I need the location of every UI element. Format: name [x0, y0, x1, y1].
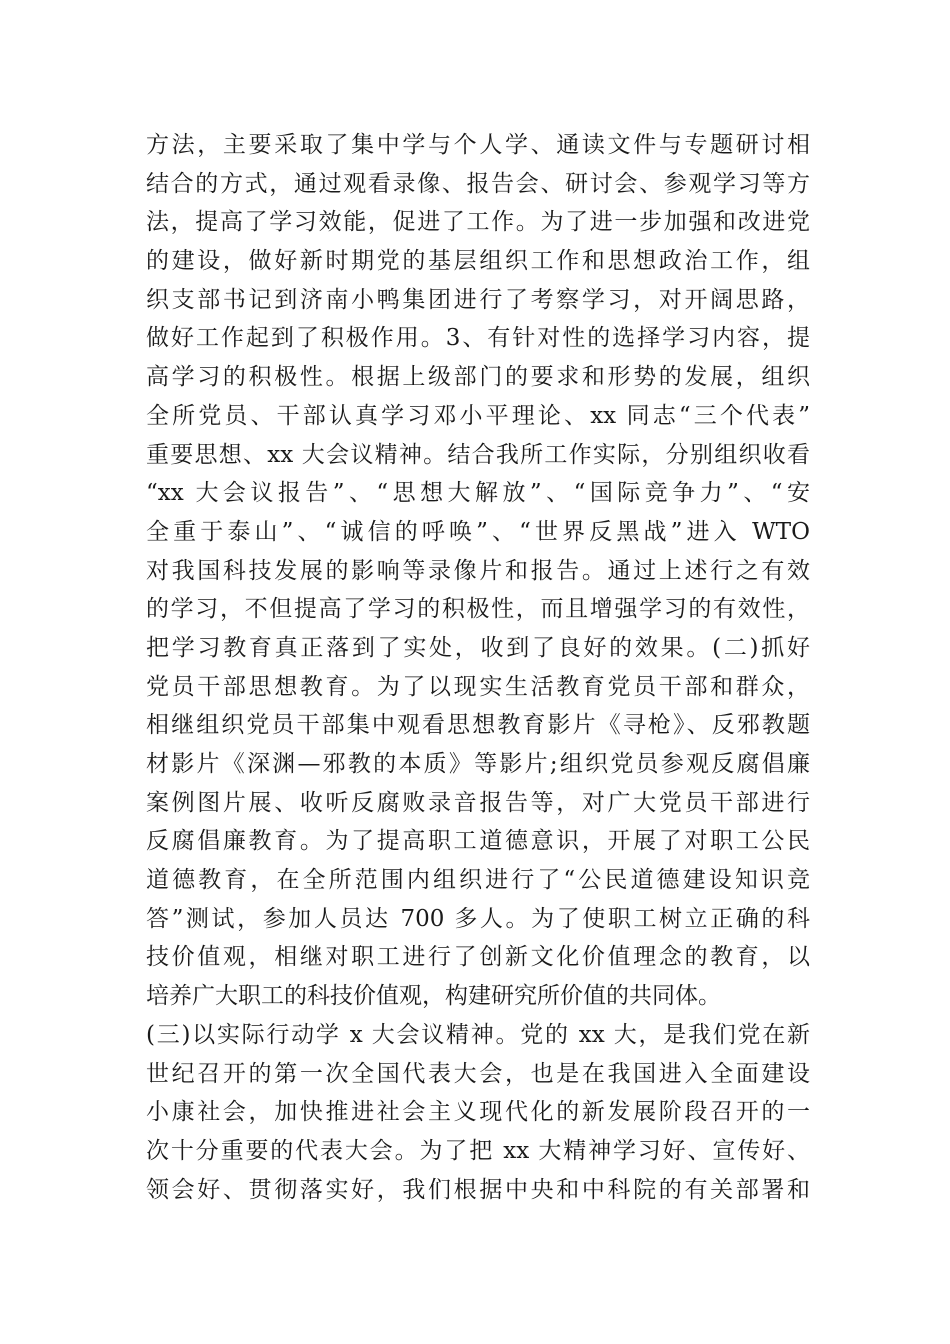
text-line: 道德教育，在全所范围内组织进行了“公民道德建设知识竞: [146, 867, 810, 894]
text-line: (三)以实际行动学 x 大会议精神。党的 xx 大，是我们党在新: [146, 1021, 810, 1048]
text-line: 反腐倡廉教育。为了提高职工道德意识，开展了对职工公民: [146, 828, 810, 855]
text-line: 相继组织党员干部集中观看思想教育影片《寻枪》、反邪教题: [146, 712, 810, 739]
text-line: 次十分重要的代表大会。为了把 xx 大精神学习好、宣传好、: [146, 1137, 810, 1164]
text-line: 重要思想、xx 大会议精神。结合我所工作实际，分别组织收看: [146, 441, 810, 468]
text-line: 材影片《深渊—邪教的本质》等影片;组织党员参观反腐倡廉: [146, 751, 810, 777]
text-line: 的学习，不但提高了学习的积极性，而且增强学习的有效性，: [146, 596, 810, 623]
text-line: 案例图片展、收听反腐败录音报告等，对广大党员干部进行: [146, 789, 810, 816]
text-line: 世纪召开的第一次全国代表大会，也是在我国进入全面建设: [146, 1060, 810, 1087]
text-line: 结合的方式，通过观看录像、报告会、研讨会、参观学习等方: [146, 170, 810, 197]
text-line: 方法，主要采取了集中学与个人学、通读文件与专题研讨相: [146, 132, 810, 158]
text-line: 技价值观，相继对职工进行了创新文化价值理念的教育，以: [146, 944, 810, 971]
text-line: 领会好、贯彻落实好，我们根据中央和中科院的有关部署和: [146, 1176, 810, 1203]
text-line: 织支部书记到济南小鸭集团进行了考察学习，对开阔思路，: [146, 286, 810, 313]
text-line: 小康社会，加快推进社会主义现代化的新发展阶段召开的一: [146, 1099, 810, 1126]
text-line: 党员干部思想教育。为了以现实生活教育党员干部和群众，: [146, 673, 810, 700]
text-line: 全重于泰山”、“诚信的呼唤”、“世界反黑战”进入 WTO: [146, 518, 810, 545]
text-line: 做好工作起到了积极作用。3、有针对性的选择学习内容，提: [146, 325, 810, 352]
text-line: 答”测试，参加人员达 700 多人。为了使职工树立正确的科: [146, 905, 810, 932]
text-line: 全所党员、干部认真学习邓小平理论、xx 同志“三个代表”: [146, 402, 810, 429]
text-line: 法，提高了学习效能，促进了工作。为了进一步加强和改进党: [146, 209, 810, 236]
text-line: 高学习的积极性。根据上级部门的要求和形势的发展，组织: [146, 364, 810, 391]
body-text: [146, 126, 810, 1209]
text-line: 把学习教育真正落到了实处，收到了良好的效果。(二)抓好: [146, 634, 810, 661]
text-line: 培养广大职工的科技价值观，构建研究所价值的共同体。: [146, 983, 721, 1010]
text-line: 对我国科技发展的影响等录像片和报告。通过上述行之有效: [146, 557, 810, 584]
text-line: “xx 大会议报告”、“思想大解放”、“国际竞争力”、“安: [146, 480, 810, 507]
text-line: 的建设，做好新时期党的基层组织工作和思想政治工作，组: [146, 248, 810, 275]
